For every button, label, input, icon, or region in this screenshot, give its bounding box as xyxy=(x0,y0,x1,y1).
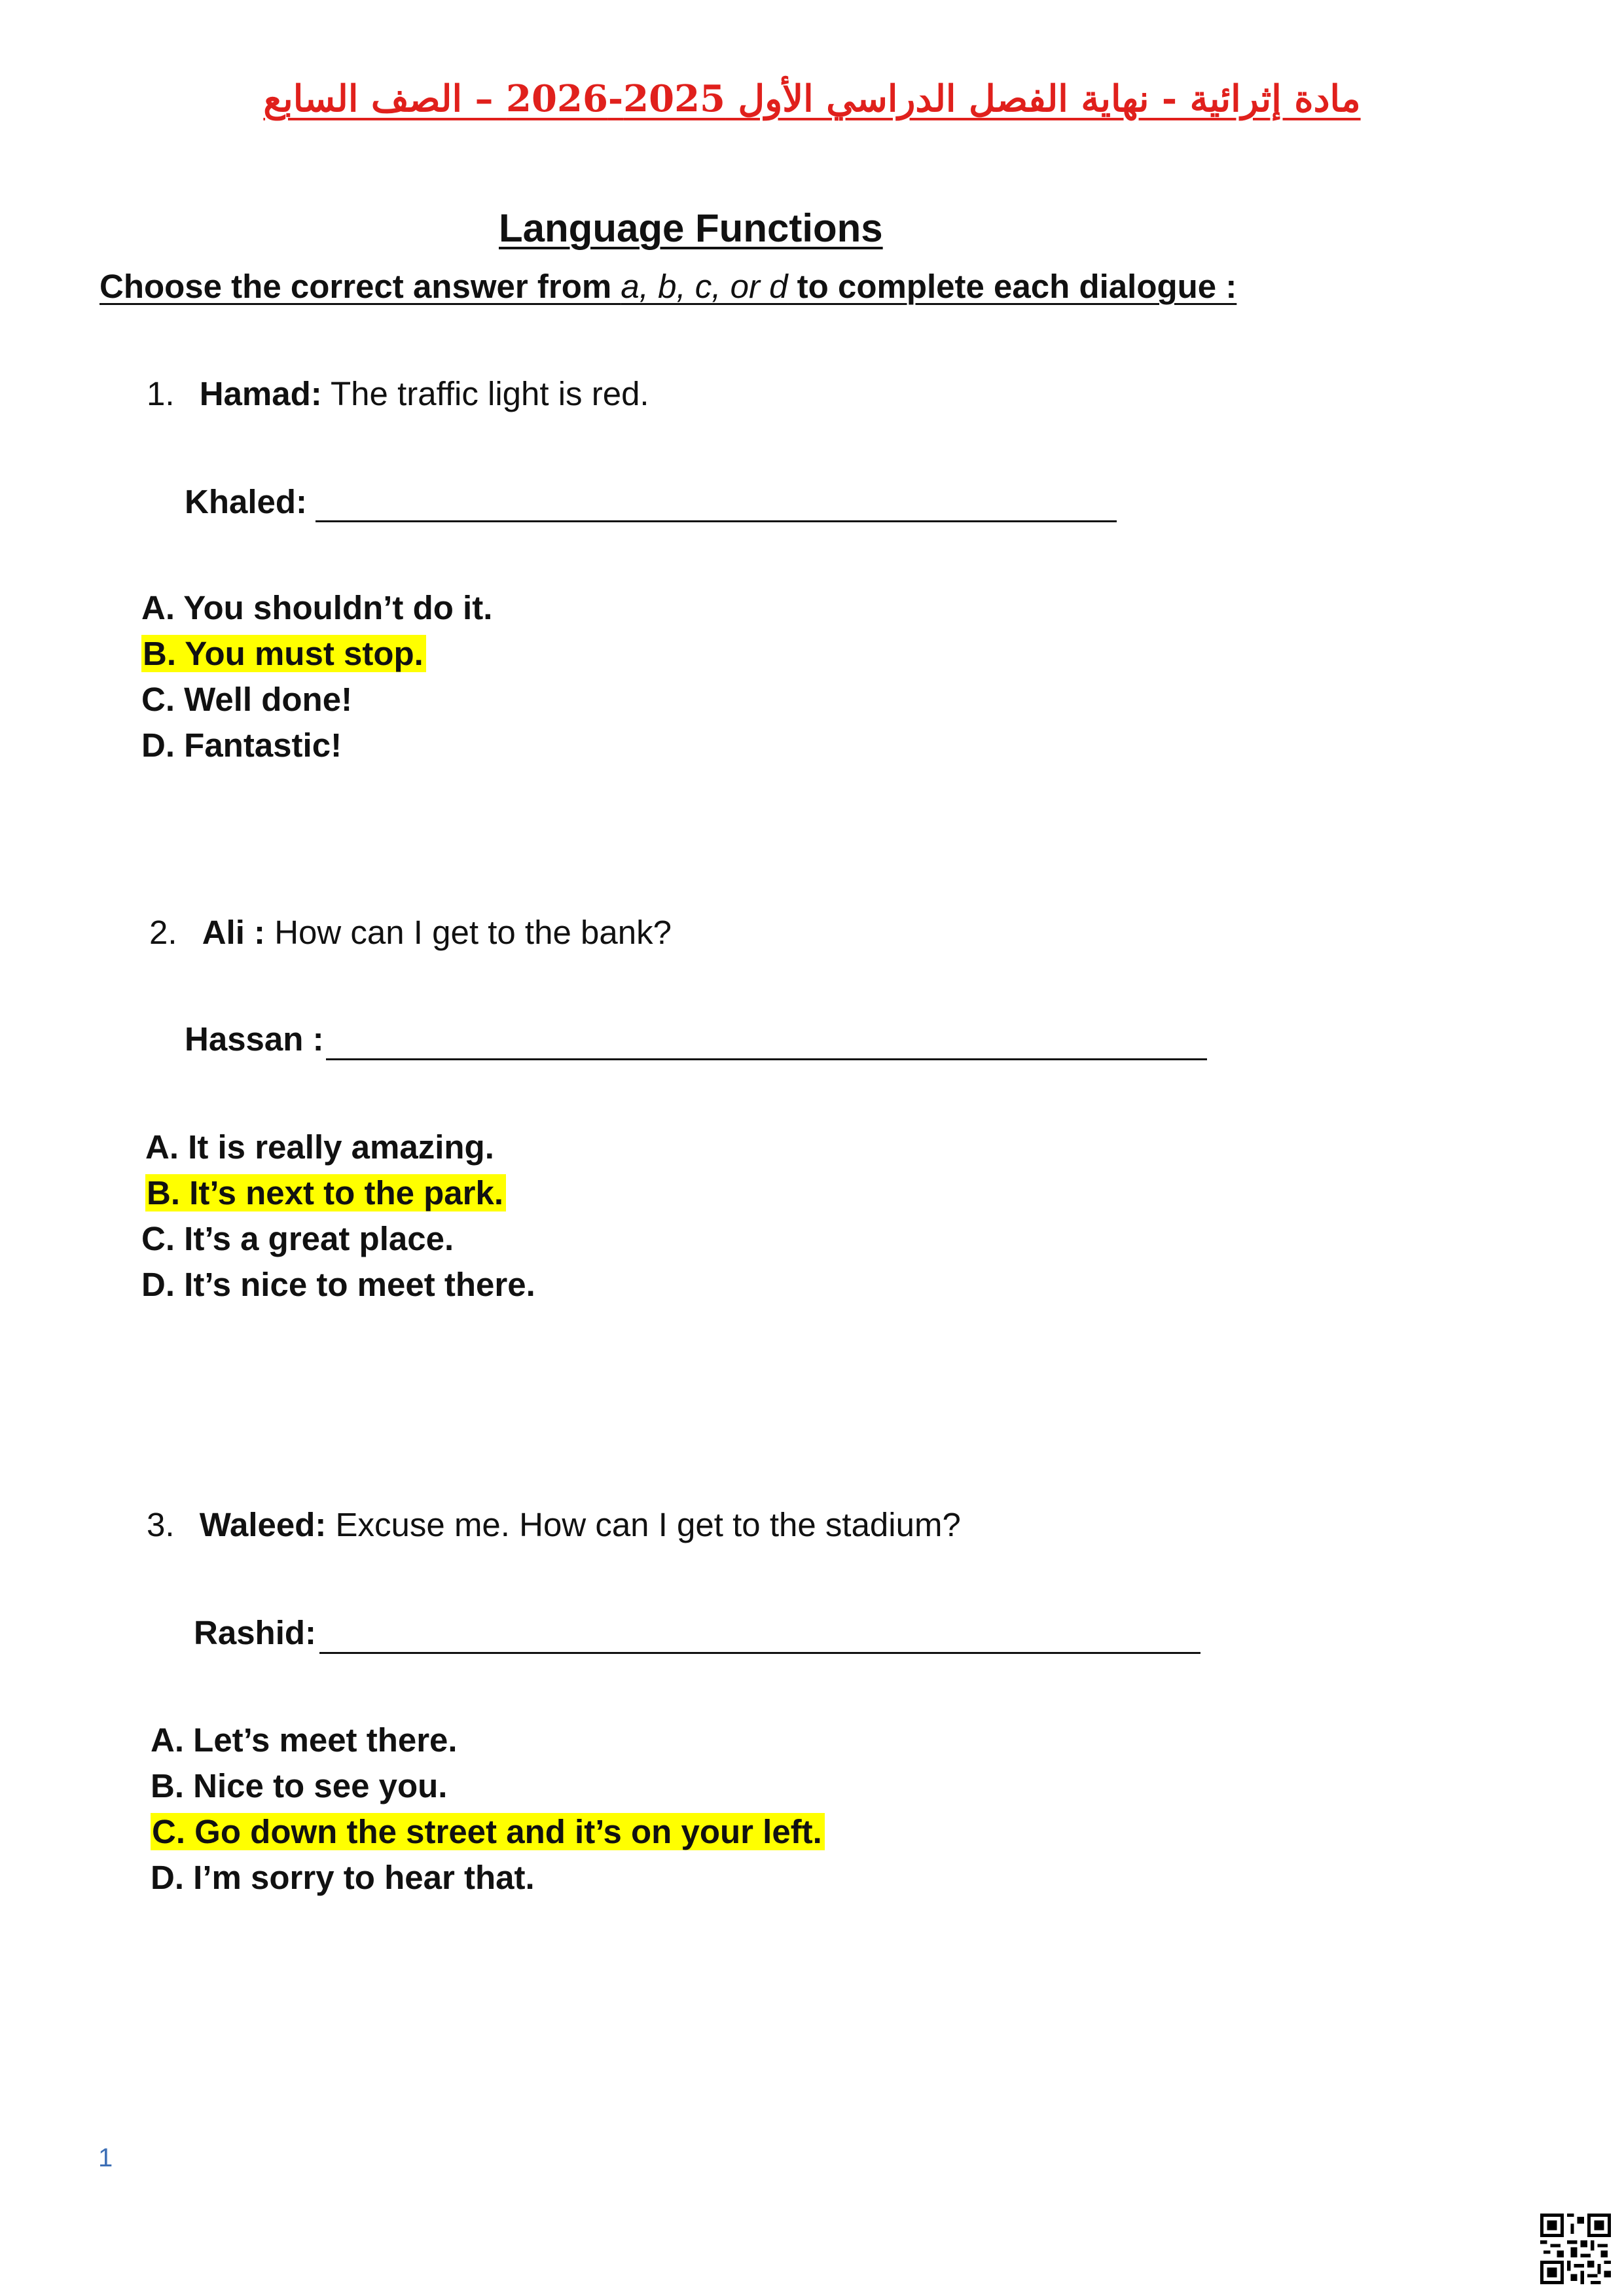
option-a-text: A. Let’s meet there. xyxy=(151,1721,458,1759)
responder-name: Khaled: xyxy=(185,483,308,520)
page-title: Language Functions xyxy=(499,206,883,250)
option-b-text: B. You must stop. xyxy=(141,635,426,672)
option-c-text: C. It’s a great place. xyxy=(141,1220,454,1257)
speaker-name: Waleed: xyxy=(199,1506,327,1543)
option-d[interactable] xyxy=(141,723,492,768)
question-3 xyxy=(147,1505,961,1544)
question-number: 2. xyxy=(149,914,177,951)
question-text: The traffic light is red. xyxy=(321,375,649,412)
option-d-text: D. It’s nice to meet there. xyxy=(141,1266,535,1303)
responder-name: Hassan : xyxy=(185,1020,324,1058)
option-c-text: C. Well done! xyxy=(141,681,353,718)
option-b-text: B. It’s next to the park. xyxy=(145,1174,506,1211)
option-a[interactable] xyxy=(151,1717,825,1763)
instruction xyxy=(99,267,1236,306)
option-a[interactable] xyxy=(145,1124,535,1170)
options-3 xyxy=(151,1717,825,1901)
option-b[interactable] xyxy=(145,1170,535,1216)
question-1 xyxy=(147,374,649,413)
instruction-part1: Choose the correct answer from xyxy=(99,268,621,305)
option-d-text: D. I’m sorry to hear that. xyxy=(151,1859,535,1896)
speaker-name: Hamad: xyxy=(199,375,322,412)
option-c[interactable] xyxy=(141,677,492,723)
options-2 xyxy=(141,1124,535,1308)
speaker-name: Ali : xyxy=(202,914,266,951)
option-d-text: D. Fantastic! xyxy=(141,726,342,764)
option-b-text: B. Nice to see you. xyxy=(151,1767,448,1804)
option-b[interactable] xyxy=(151,1763,825,1809)
question-number: 3. xyxy=(147,1506,175,1543)
question-number: 1. xyxy=(147,375,175,412)
options-1 xyxy=(141,585,492,768)
option-a-text: A. You shouldn’t do it. xyxy=(141,589,493,626)
question-text: How can I get to the bank? xyxy=(265,914,672,951)
page-number: 1 xyxy=(98,2144,113,2172)
responder-name: Rashid: xyxy=(194,1614,317,1651)
question-text: Excuse me. How can I get to the stadium? xyxy=(326,1506,961,1543)
option-c[interactable] xyxy=(151,1809,825,1855)
answer-blank xyxy=(326,1058,1207,1060)
answer-blank xyxy=(316,520,1117,522)
option-b[interactable] xyxy=(141,631,492,677)
option-d[interactable] xyxy=(141,1262,535,1308)
option-d[interactable] xyxy=(151,1855,825,1901)
option-a[interactable] xyxy=(141,585,492,631)
option-c-text: C. Go down the street and it’s on your left. xyxy=(151,1813,825,1850)
header-text: مادة إثرائية - نهاية الفصل الدراسي الأول 2025-2026 – الصف السابع xyxy=(263,77,1361,120)
question-2 xyxy=(149,913,672,952)
answer-blank xyxy=(319,1652,1200,1654)
option-a-text: A. It is really amazing. xyxy=(145,1128,494,1166)
qr-code-icon xyxy=(1540,2214,1611,2284)
page-header xyxy=(0,77,1624,120)
instruction-part2: to complete each dialogue : xyxy=(787,268,1237,305)
option-c[interactable] xyxy=(141,1216,535,1262)
instruction-choices: a, b, c, or d xyxy=(621,268,788,305)
